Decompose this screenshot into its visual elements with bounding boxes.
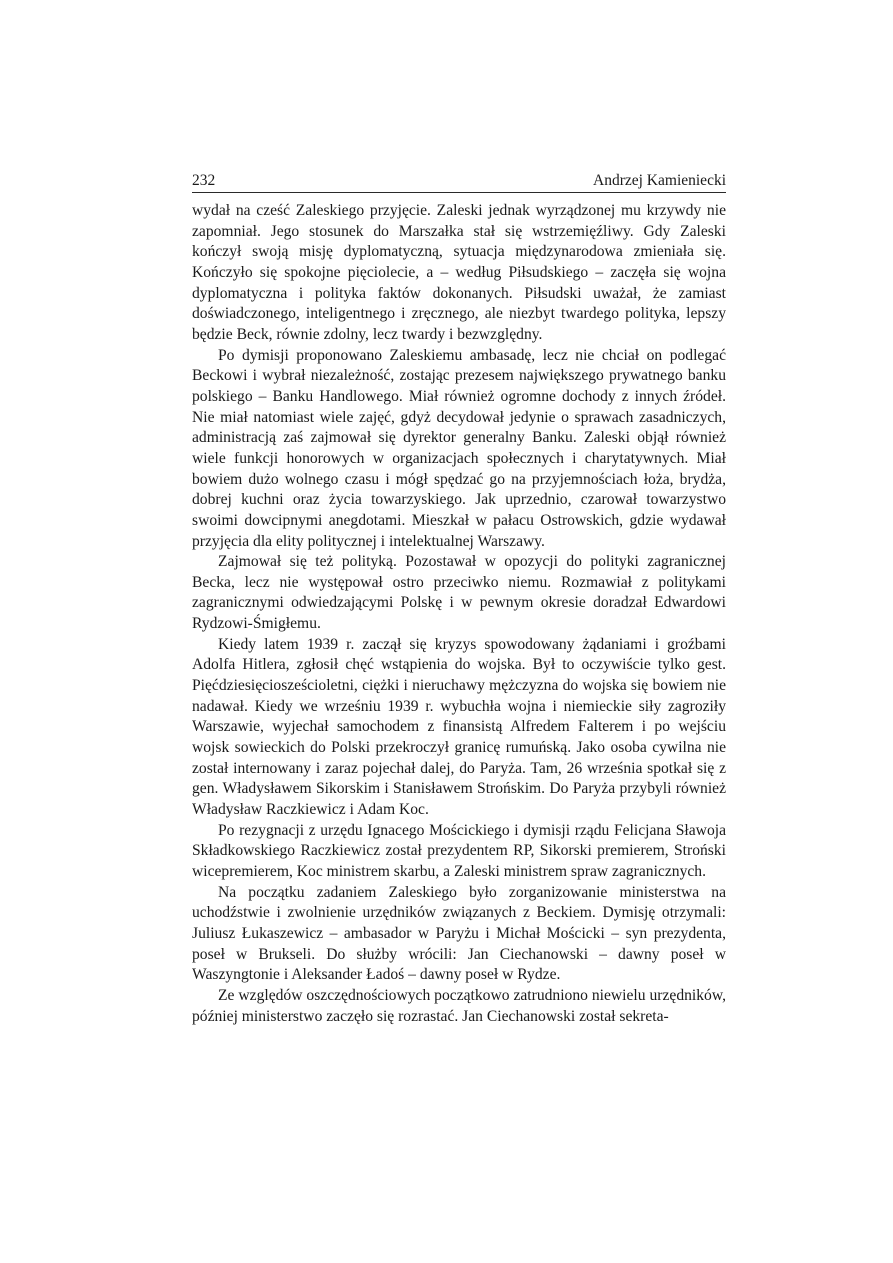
paragraph: wydał na cześć Zaleskiego przyjęcie. Zaleski jednak wyrządzonej mu krzywdy nie zapomniał. Jego stosunek do Marszałka stał się wstrzemięźliwy. Gdy Zaleski kończył swoją misję dyplomatyczną, sytuacja międzynarodowa zmieniała się. Kończyło się spokojne pięciolecie, a – według Piłsudskiego – zaczęła się wojna dyplomatyczna i polityka faktów dokonanych. Piłsudski uważał, że zamiast doświadczonego, inteligentnego i zręcznego, ale niezbyt twardego polityka, lepszy będzie Beck, równie zdolny, lecz twardy i bezwzględny. xyxy=(192,202,726,343)
author-name: Andrzej Kamieniecki xyxy=(593,172,726,189)
body-text xyxy=(192,201,726,1027)
page-number: 232 xyxy=(192,172,216,189)
book-page xyxy=(192,172,726,1027)
paragraph: Po dymisji proponowano Zaleskiemu ambasadę, lecz nie chciał on podlegać Beckowi i wybrał niezależność, zostając prezesem największego prywatnego banku polskiego – Banku Handlowego. Miał również ogromne dochody z innych źródeł. Nie miał natomiast wiele zajęć, gdyż decydował jedynie o sprawach zasadniczych, administracją zaś zajmował się dyrektor generalny Banku. Zaleski objął również wiele funkcji honorowych w organizacjach społecznych i charytatywnych. Miał bowiem dużo wolnego czasu i mógł spędzać go na przyjemnościach łoża, brydża, dobrej kuchni oraz życia towarzyskiego. Jak uprzednio, czarował towarzystwo swoimi dowcipnymi anegdotami. Mieszkał w pałacu Ostrowskich, gdzie wydawał przyjęcia dla elity politycznej i intelektualnej Warszawy. xyxy=(192,346,726,550)
paragraph: Zajmował się też polityką. Pozostawał w opozycji do polityki zagranicznej Becka, lecz nie występował ostro przeciwko niemu. Rozmawiał z politykami zagranicznymi odwiedzającymi Polskę i w pewnym okresie doradzał Edwardowi Rydzowi-Śmigłemu. xyxy=(192,553,726,633)
paragraph: Po rezygnacji z urzędu Ignacego Mościckiego i dymisji rządu Felicjana Sławoja Składkowskiego Raczkiewicz został prezydentem RP, Sikorski premierem, Stroński wicepremierem, Koc ministrem skarbu, a Zaleski ministrem spraw zagranicznych. xyxy=(192,821,726,880)
paragraph: Ze względów oszczędnościowych początkowo zatrudniono niewielu urzędników, później ministerstwo zaczęło się rozrastać. Jan Ciechanowski został sekreta- xyxy=(192,986,726,1025)
running-header xyxy=(192,172,726,193)
paragraph: Kiedy latem 1939 r. zaczął się kryzys spowodowany żądaniami i groźbami Adolfa Hitlera, zgłosił chęć wstąpienia do wojska. Był to oczywiście tylko gest. Pięćdziesięciosześcioletni, ciężki i nieruchawy mężczyzna do wojska się bowiem nie nadawał. Kiedy we wrześniu 1939 r. wybuchła wojna i niemieckie siły zagroziły Warszawie, wyjechał samochodem z finansistą Alfredem Falterem i po wejściu wojsk sowieckich do Polski przekroczył granicę rumuńską. Jako osoba cywilna nie został internowany i zaraz pojechał dalej, do Paryża. Tam, 26 września spotkał się z gen. Władysławem Sikorskim i Stanisławem Strońskim. Do Paryża przybyli również Władysław Raczkiewicz i Adam Koc. xyxy=(192,635,726,819)
paragraph: Na początku zadaniem Zaleskiego było zorganizowanie ministerstwa na uchodźstwie i zwolnienie urzędników związanych z Beckiem. Dymisję otrzymali: Juliusz Łukaszewicz – ambasador w Paryżu i Michał Mościcki – syn prezydenta, poseł w Brukseli. Do służby wrócili: Jan Ciechanowski – dawny poseł w Waszyngtonie i Aleksander Ładoś – dawny poseł w Rydze. xyxy=(192,883,726,984)
